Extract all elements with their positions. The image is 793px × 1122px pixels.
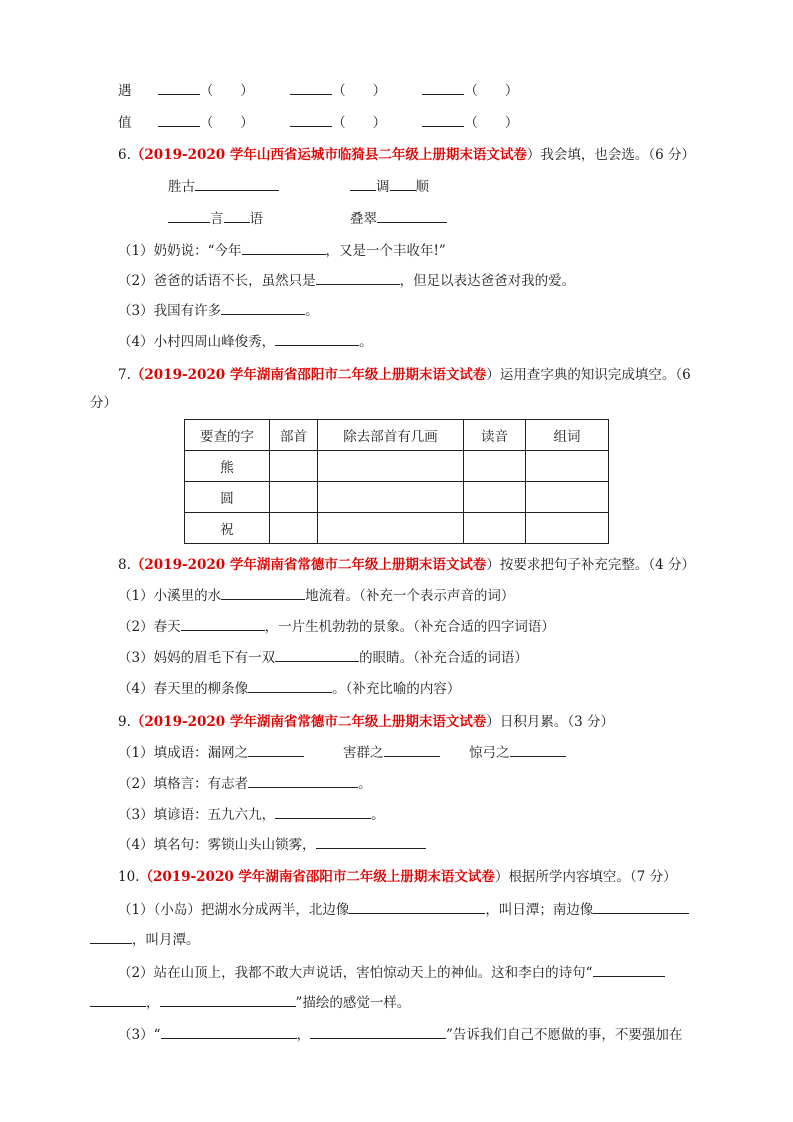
sentence-text: （4）春天里的柳条像 [118,681,249,697]
sentence-text: 。 [371,807,385,823]
sentence-text: 害群之 [343,745,384,761]
source-close: ） [486,367,500,383]
answer-blank[interactable] [422,114,464,127]
paren-blank[interactable]: （ ） [332,115,387,131]
answer-cell[interactable] [270,482,318,513]
answer-blank[interactable] [158,82,200,95]
q6-word-row-2 [168,210,263,228]
answer-blank[interactable] [224,210,250,223]
sentence-text: ，但足以表达爸爸对我的爱。 [399,273,576,289]
q6-word-row-1 [168,178,279,196]
source-open: （ [130,147,145,163]
q10-sentence-2 [118,964,665,982]
answer-blank[interactable] [161,1026,297,1039]
question-instruction: 我会填，也会选。（6 分） [540,147,695,163]
q10-sentence-2-cont [90,994,410,1012]
q8-sentence-3 [118,649,528,667]
paren-blank[interactable]: （ ） [199,115,254,131]
question-10-header [118,868,677,886]
sentence-text: ， [296,1027,310,1043]
q6-sentence-3 [118,302,319,320]
q6-word-row-2b [350,210,447,228]
sentence-text: （1）填成语：漏网之 [118,745,249,761]
source-close: ） [486,557,500,573]
question-8-header [118,556,695,574]
question-number: 7. [118,367,131,383]
sentence-text: 。 [359,334,373,350]
q9-sentence-2 [118,775,372,793]
question-7-instruction-cont: 分） [90,395,117,411]
sentence-text: （3）“ [118,1027,161,1043]
sentence-text: 。 [358,776,372,792]
row-char: 值 [118,115,132,131]
table-header-cell: 读音 [464,420,526,451]
answer-blank[interactable] [160,994,296,1007]
sentence-text: （2）爸爸的话语不长，虽然只是 [118,273,316,289]
question-number: 9. [118,714,131,730]
answer-blank[interactable] [390,178,416,191]
table-header-cell: 部首 [270,420,318,451]
answer-blank[interactable] [384,744,440,757]
q9-sentence-3 [118,806,385,824]
sentence-text: （2）站在山顶上，我都不敢大声说话，害怕惊动天上的神仙。这和李白的诗句“ [118,965,593,981]
answer-cell[interactable] [464,513,526,544]
question-6-header [118,146,695,164]
answer-blank[interactable] [248,744,304,757]
question-instruction: 运用查字典的知识完成填空。（6 [499,367,691,383]
answer-blank[interactable] [275,649,359,662]
question-instruction: 按要求把句子补充完整。（4 分） [499,557,695,573]
sentence-text: （1）奶奶说：“今年 [118,243,242,259]
answer-blank[interactable] [510,744,566,757]
answer-blank[interactable] [593,964,665,977]
question-number: 10. [118,869,140,885]
source-close: ） [486,714,500,730]
answer-cell[interactable] [270,513,318,544]
question-source: 2019-2020 学年湖南省常德市二年级上册期末语文试卷 [144,714,487,730]
answer-blank[interactable] [90,931,132,944]
char-row-1 [118,82,518,100]
answer-blank[interactable] [350,178,376,191]
question-source: 2019-2020 学年湖南省常德市二年级上册期末语文试卷 [144,557,487,573]
answer-blank[interactable] [242,242,326,255]
answer-blank[interactable] [275,333,359,346]
question-number: 8. [118,557,131,573]
question-source: 2019-2020 学年山西省运城市临猗县二年级上册期末语文试卷 [144,147,527,163]
answer-blank[interactable] [349,901,485,914]
answer-blank[interactable] [593,901,689,914]
sentence-text: 地流着。（补充一个表示声音的词） [305,588,515,604]
q9-sentence-1c [469,744,566,762]
sentence-text: （2）春天 [118,619,181,635]
answer-cell[interactable] [318,513,464,544]
q10-sentence-1-cont [90,931,200,949]
table-header-cell: 除去部首有几画 [318,420,464,451]
word-text: 语 [249,211,263,227]
answer-blank[interactable] [168,210,210,223]
answer-blank[interactable] [377,210,447,223]
q10-sentence-1 [118,901,689,919]
question-instruction: 根据所学内容填空。（7 分） [508,869,677,885]
sentence-text: 。（补充比喻的内容） [332,681,461,697]
paren-blank[interactable]: （ ） [464,115,519,131]
sentence-text: ， [146,995,160,1011]
q6-sentence-4 [118,333,373,351]
answer-blank[interactable] [248,680,332,693]
sentence-text: （2）填格言：有志者 [118,776,249,792]
sentence-text: （4）填名句：雾锁山头山锁雾， [118,837,316,853]
q9-sentence-4 [118,836,426,854]
sentence-text: （3）填谚语：五九六九， [118,807,276,823]
q8-sentence-1 [118,587,514,605]
answer-cell[interactable] [318,451,464,482]
sentence-text: ，又是一个丰收年!” [325,243,446,259]
answer-cell[interactable] [526,451,609,482]
sentence-text: 。 [305,303,319,319]
paren-blank[interactable]: （ ） [464,83,519,99]
sentence-text: （3）妈妈的眉毛下有一双 [118,650,276,666]
answer-blank[interactable] [181,618,265,631]
q8-sentence-4 [118,680,460,698]
q9-sentence-1 [118,744,304,762]
sentence-text: ”描绘的感觉一样。 [295,995,411,1011]
q10-sentence-3 [118,1026,682,1044]
sentence-text: 惊弓之 [469,745,510,761]
answer-blank[interactable] [221,587,305,600]
question-number: 6. [118,147,131,163]
lookup-char: 圆 [185,482,270,513]
word-text: 调 [376,179,390,195]
q6-sentence-2 [118,272,575,290]
answer-blank[interactable] [248,775,358,788]
char-row-2 [118,114,518,132]
answer-blank[interactable] [221,302,305,315]
paren-blank[interactable]: （ ） [199,83,254,99]
answer-blank[interactable] [90,994,146,1007]
question-source: 2019-2020 学年湖南省邵阳市二年级上册期末语文试卷 [144,367,487,383]
q6-sentence-1 [118,242,446,260]
answer-cell[interactable] [526,482,609,513]
table-header-cell: 要查的字 [185,420,270,451]
answer-cell[interactable] [526,513,609,544]
source-open: （ [130,714,145,730]
sentence-text: ，叫月潭。 [132,932,200,948]
table-header-cell: 组词 [526,420,609,451]
answer-blank[interactable] [290,114,332,127]
sentence-text: 的眼睛。（补充合适的词语） [359,650,528,666]
word-text: 言 [210,211,224,227]
lookup-char: 熊 [185,451,270,482]
row-char: 遇 [118,83,132,99]
q9-sentence-1b [343,744,440,762]
paren-blank[interactable]: （ ） [332,83,387,99]
dictionary-lookup-table [184,419,609,544]
answer-blank[interactable] [310,1026,446,1039]
word-text: 胜古 [168,179,195,195]
q8-sentence-2 [118,618,555,636]
sentence-text: ，一片生机勃勃的景象。（补充合适的四字词语） [264,619,555,635]
sentence-text: ，叫日潭；南边像 [485,902,594,918]
table-row [185,482,609,513]
word-text: 顺 [415,179,429,195]
answer-blank[interactable] [195,178,279,191]
sentence-text: （1）（小岛）把湖水分成两半，北边像 [118,902,350,918]
table-row [185,451,609,482]
question-7-header [118,366,691,384]
word-text: 叠翠 [350,211,377,227]
source-close: ） [526,147,541,163]
source-open: （ [130,367,145,383]
question-source: 2019-2020 学年湖南省邵阳市二年级上册期末语文试卷 [152,869,495,885]
answer-cell[interactable] [464,482,526,513]
source-open: （ [139,869,153,885]
answer-cell[interactable] [464,451,526,482]
table-row [185,513,609,544]
answer-blank[interactable] [275,806,371,819]
question-9-header [118,713,614,731]
source-close: ） [494,869,509,885]
sentence-text: （3）我国有许多 [118,303,222,319]
sentence-text: （4）小村四周山峰俊秀， [118,334,276,350]
lookup-char: 祝 [185,513,270,544]
source-open: （ [130,557,145,573]
answer-blank[interactable] [158,114,200,127]
answer-cell[interactable] [318,482,464,513]
question-instruction: 日积月累。（3 分） [499,714,614,730]
answer-blank[interactable] [422,82,464,95]
table-header-row [185,420,609,451]
sentence-text: ”告诉我们自己不愿做的事，不要强加在 [446,1027,683,1043]
answer-blank[interactable] [316,272,400,285]
sentence-text: （1）小溪里的水 [118,588,222,604]
answer-blank[interactable] [290,82,332,95]
q6-word-row-1b [350,178,429,196]
answer-cell[interactable] [270,451,318,482]
answer-blank[interactable] [316,836,426,849]
